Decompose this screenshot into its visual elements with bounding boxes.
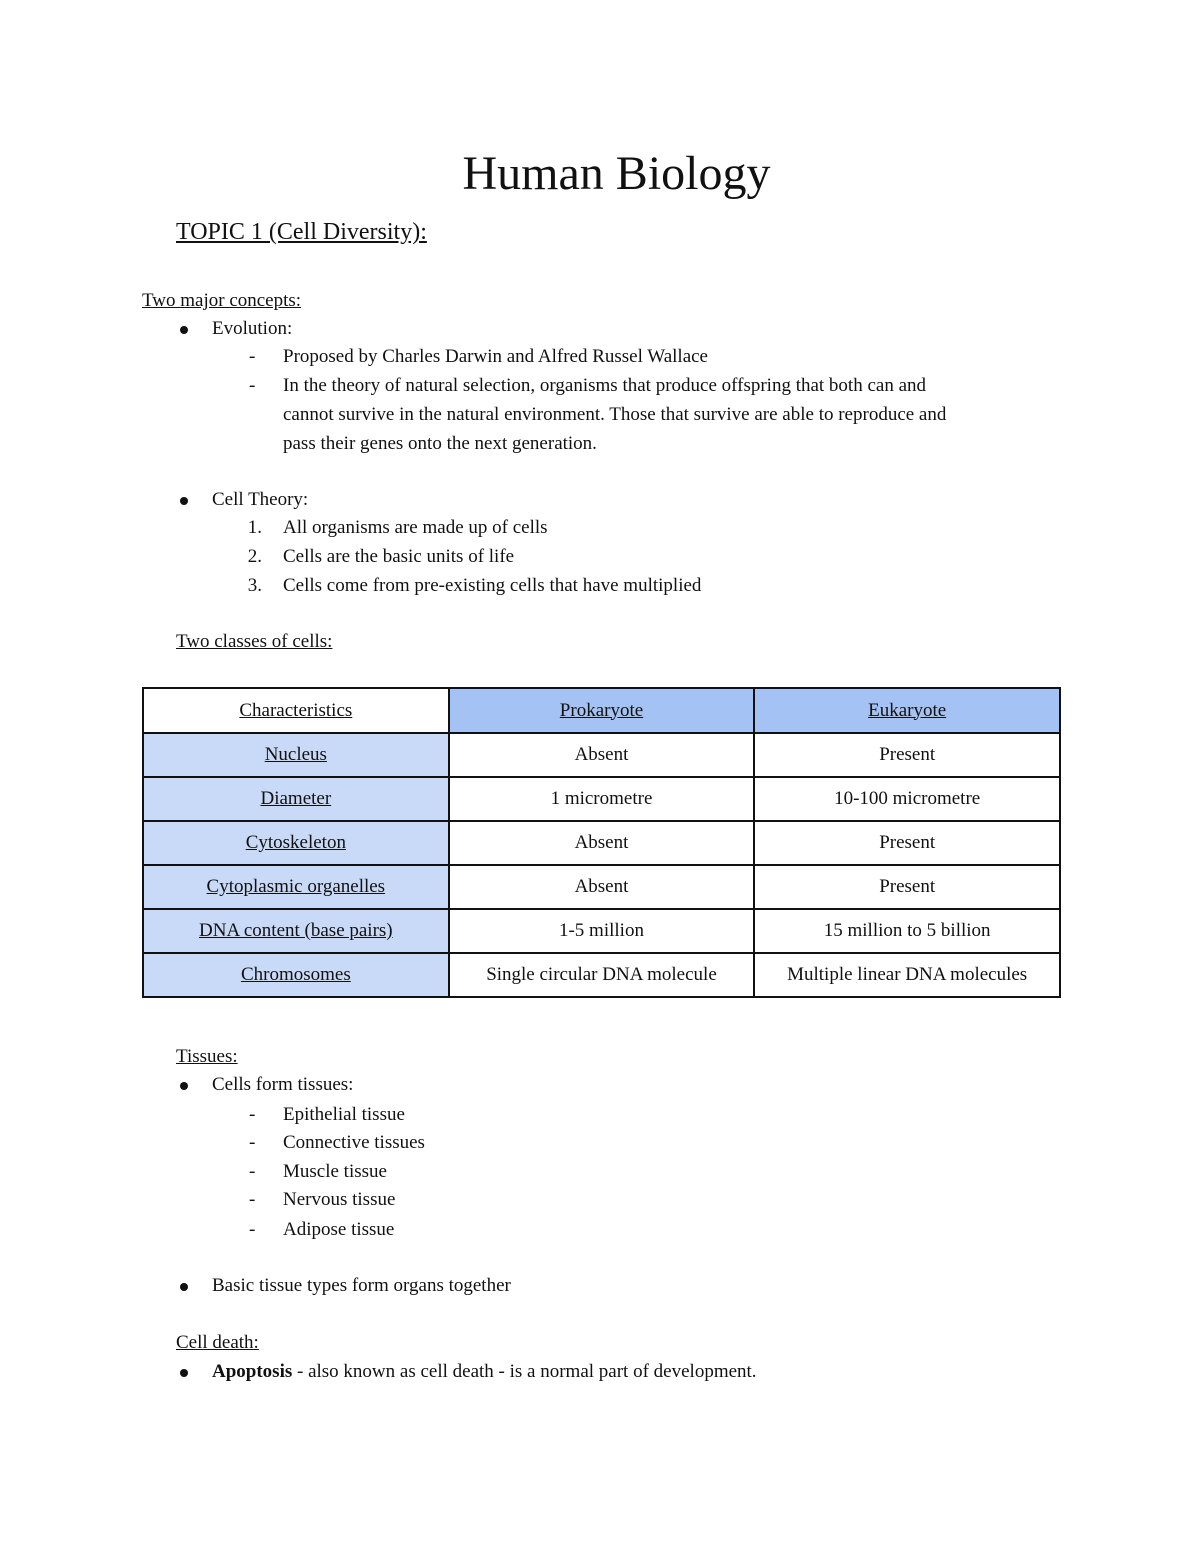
apoptosis-definition: - also known as cell death - is a normal part of development. [292, 1361, 757, 1382]
tissue-item: Nervous tissue [283, 1189, 396, 1210]
cell-theory-label: Cell Theory: [212, 489, 309, 510]
row-heading-cell: Chromosomes [143, 953, 449, 997]
table-row [143, 865, 1060, 909]
row-heading-cell: Cytoskeleton [143, 821, 449, 865]
dash-icon: - [249, 1189, 256, 1210]
evolution-label: Evolution: [212, 318, 293, 339]
evolution-item-continuation: pass their genes onto the next generation. [283, 433, 597, 454]
table-header-cell: Characteristics [143, 688, 449, 733]
table-cell: Present [754, 865, 1060, 909]
apoptosis-line [212, 1358, 757, 1386]
table-cell: Single circular DNA molecule [449, 953, 755, 997]
table-cell: Absent [449, 821, 755, 865]
dash-icon: - [249, 346, 256, 367]
dash-icon: - [249, 1219, 256, 1240]
cell-theory-item: Cells come from pre-existing cells that have multiplied [283, 575, 702, 596]
dash-icon: - [249, 1161, 256, 1182]
row-heading-cell: DNA content (base pairs) [143, 909, 449, 953]
table-header-cell: Prokaryote [449, 688, 755, 733]
table-row [143, 777, 1060, 821]
table-cell: Present [754, 733, 1060, 777]
cell-death-heading: Cell death: [176, 1332, 259, 1353]
tissue-item: Adipose tissue [283, 1219, 395, 1240]
apoptosis-term: Apoptosis [212, 1361, 293, 1382]
table-cell: Present [754, 821, 1060, 865]
list-number: 1. [247, 517, 262, 538]
bullet-icon [180, 1082, 188, 1090]
evolution-item: In the theory of natural selection, organisms that produce offspring that both can and [283, 375, 927, 396]
document-title: Human Biology [462, 147, 771, 200]
table-cell: Absent [449, 733, 755, 777]
table-row [143, 953, 1060, 997]
tissue-item: Epithelial tissue [283, 1104, 405, 1125]
table-cell: 15 million to 5 billion [754, 909, 1060, 953]
table-row [143, 821, 1060, 865]
cell-comparison-table [142, 687, 1061, 998]
evolution-item-continuation: cannot survive in the natural environment. Those that survive are able to reproduce and [283, 404, 947, 425]
table-cell: 1-5 million [449, 909, 755, 953]
tissue-item: Connective tissues [283, 1132, 425, 1153]
dash-icon: - [249, 375, 256, 396]
row-heading-cell: Cytoplasmic organelles [143, 865, 449, 909]
row-heading-cell: Nucleus [143, 733, 449, 777]
table-cell: 10-100 micrometre [754, 777, 1060, 821]
concepts-heading: Two major concepts: [142, 290, 302, 311]
bullet-icon [180, 1369, 188, 1377]
cell-theory-item: All organisms are made up of cells [283, 517, 548, 538]
table-row [143, 909, 1060, 953]
dash-icon: - [249, 1104, 256, 1125]
list-number: 2. [247, 546, 262, 567]
list-number: 3. [247, 575, 262, 596]
dash-icon: - [249, 1132, 256, 1153]
classes-heading: Two classes of cells: [176, 631, 333, 652]
tissue-item: Muscle tissue [283, 1161, 387, 1182]
bullet-icon [180, 497, 188, 505]
bullet-icon [180, 326, 188, 334]
table-cell: Absent [449, 865, 755, 909]
tissues-label: Cells form tissues: [212, 1074, 354, 1095]
row-heading-cell: Diameter [143, 777, 449, 821]
evolution-item: Proposed by Charles Darwin and Alfred Russel Wallace [283, 346, 708, 367]
topic-heading: TOPIC 1 (Cell Diversity): [176, 219, 427, 245]
tissues-heading: Tissues: [176, 1046, 238, 1067]
table-header-row [143, 688, 1060, 733]
organs-statement: Basic tissue types form organs together [212, 1275, 511, 1296]
cell-theory-item: Cells are the basic units of life [283, 546, 515, 567]
table-cell: 1 micrometre [449, 777, 755, 821]
bullet-icon [180, 1283, 188, 1291]
table-row [143, 733, 1060, 777]
table-header-cell: Eukaryote [754, 688, 1060, 733]
table-cell: Multiple linear DNA molecules [754, 953, 1060, 997]
